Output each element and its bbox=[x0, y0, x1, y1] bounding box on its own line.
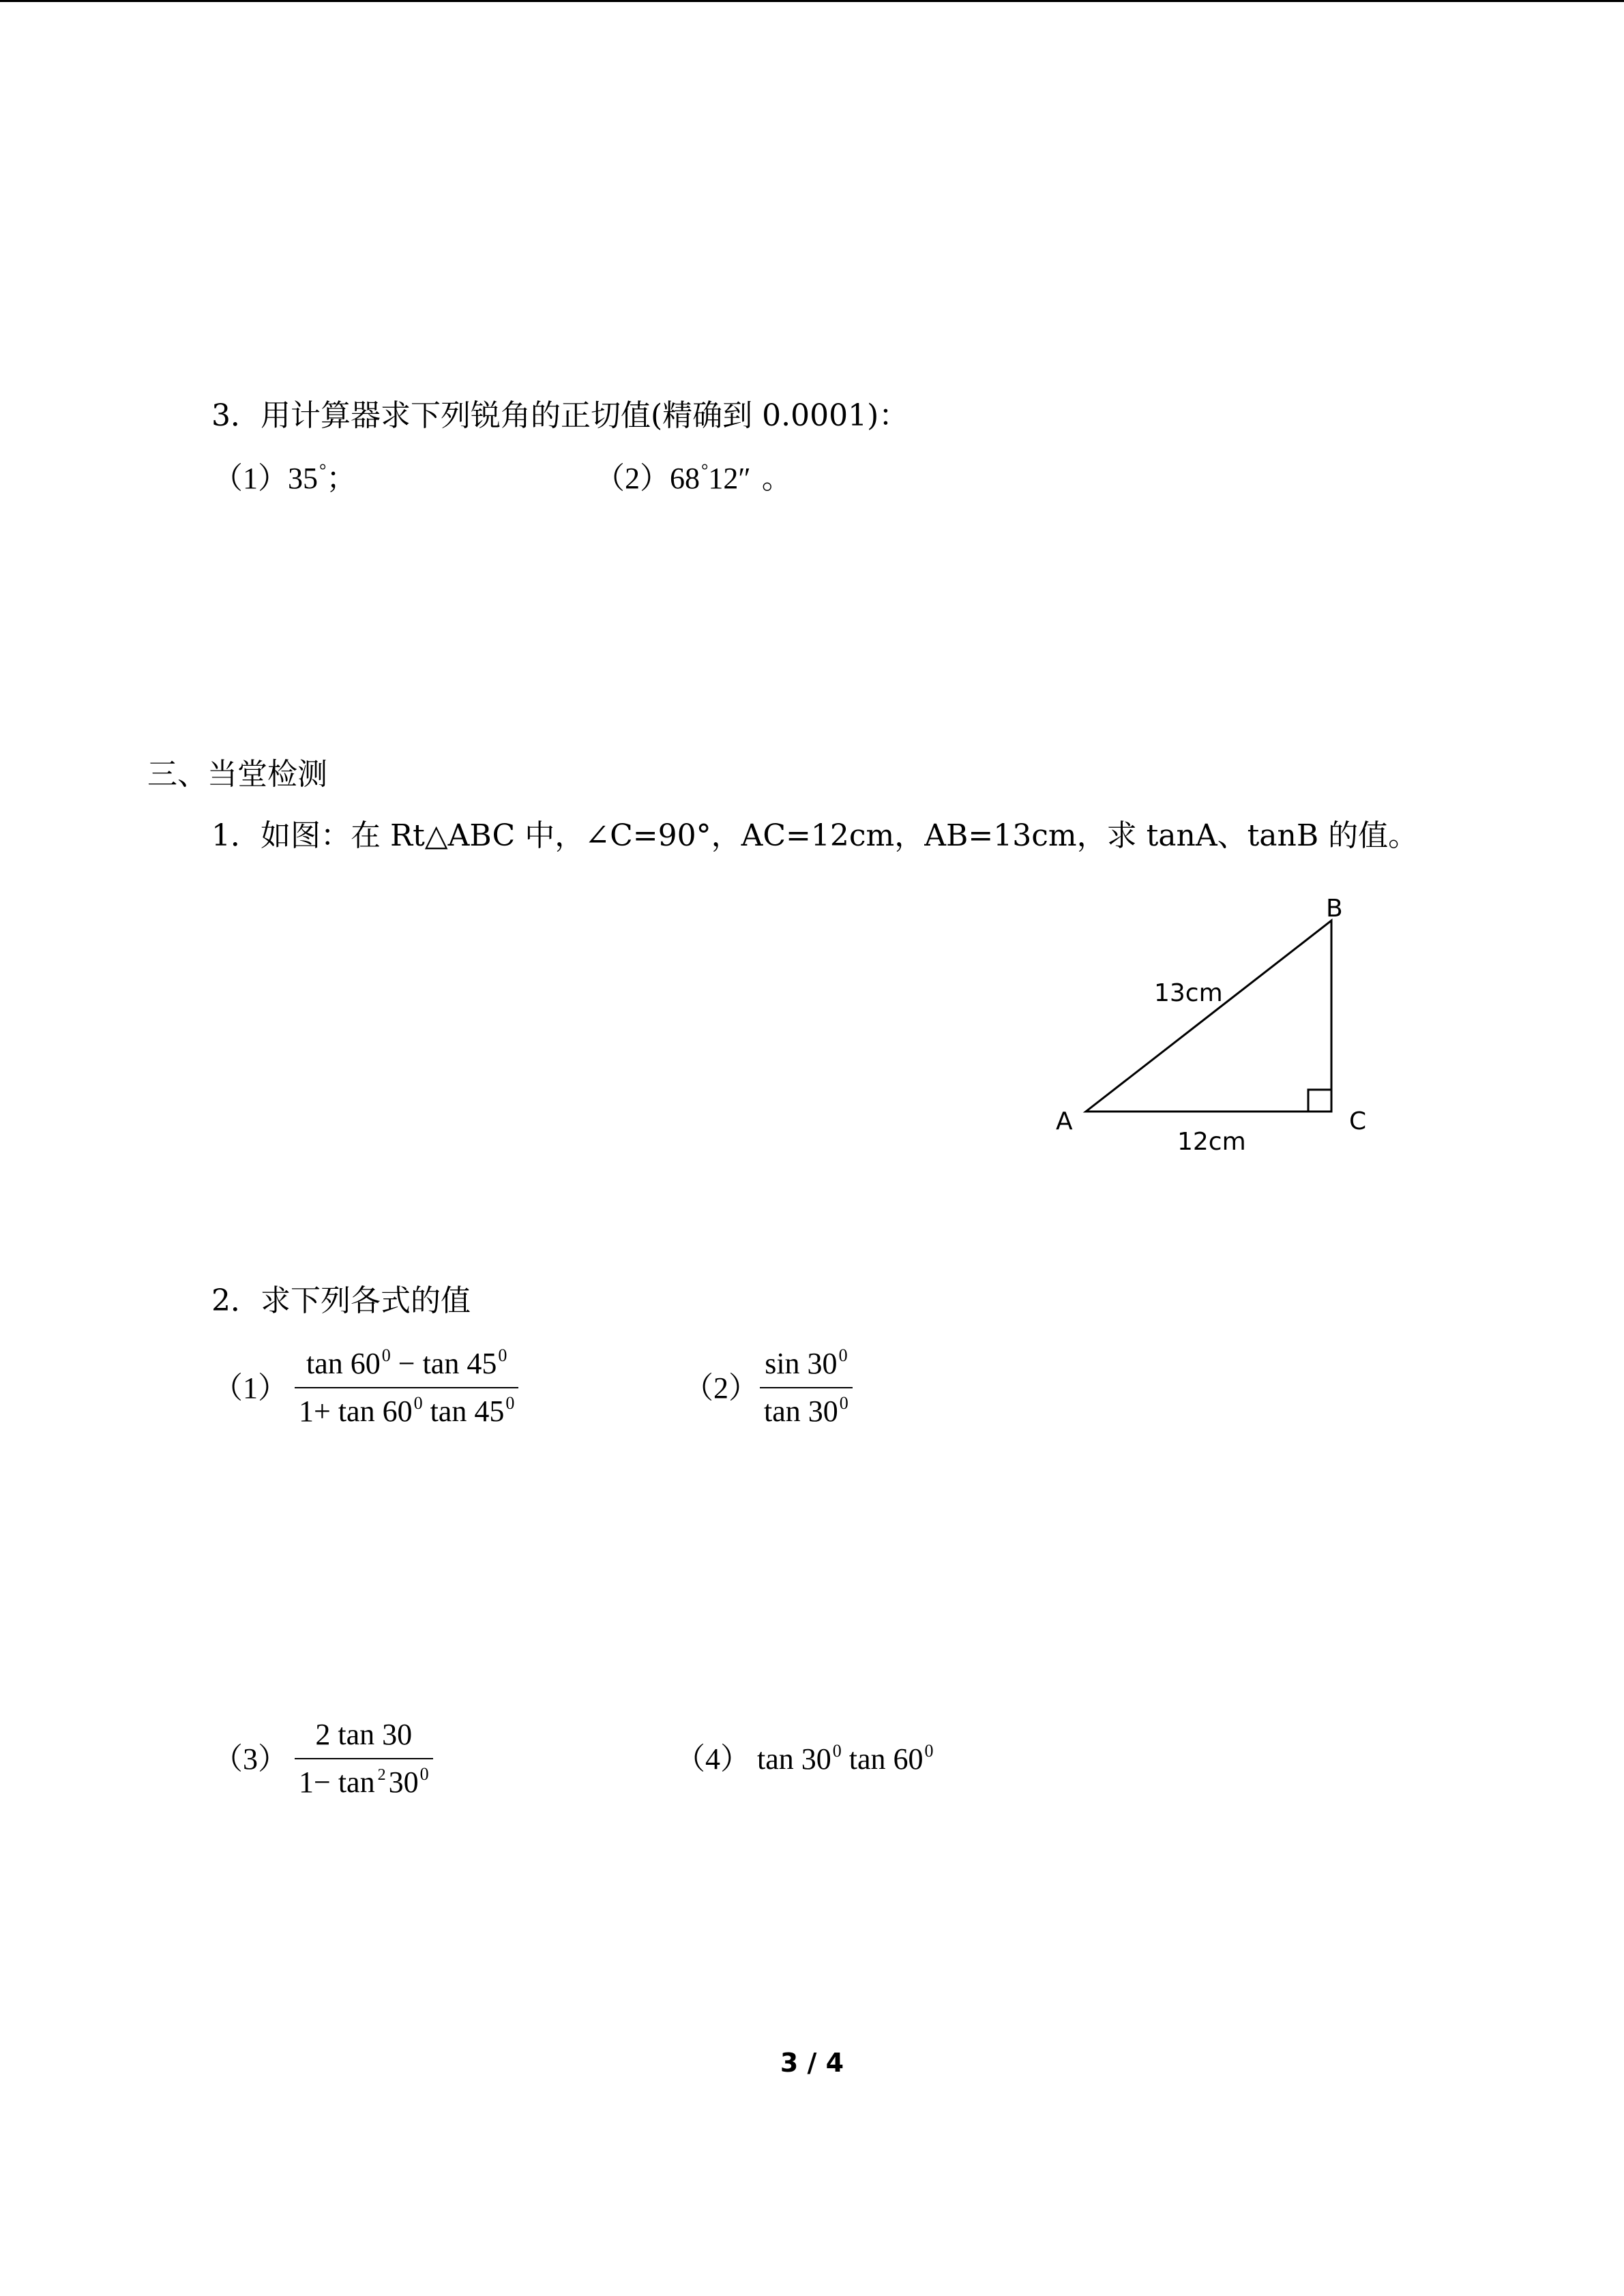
expr-1-label bbox=[213, 1373, 288, 1403]
triangle-abc bbox=[1086, 921, 1331, 1112]
angle-value: 68 bbox=[670, 462, 700, 495]
part-label: （1） bbox=[213, 1371, 288, 1405]
expr-1-denominator: $1+ \tan 60^0$ $\tan 45^0$ bbox=[299, 1393, 515, 1429]
fraction-bar bbox=[760, 1387, 853, 1388]
punctuation: 。 bbox=[761, 462, 792, 495]
degree-symbol: ° bbox=[319, 460, 327, 480]
vertex-label-c: C bbox=[1349, 1107, 1367, 1135]
question-3-part-2 bbox=[595, 460, 792, 495]
expr-2-denominator: $\tan 30^0$ bbox=[764, 1393, 848, 1429]
fraction-bar bbox=[295, 1387, 518, 1388]
part-label: （3） bbox=[213, 1742, 288, 1776]
degree-symbol: ° bbox=[701, 460, 709, 480]
check-question-2-text: 2．求下列各式的值 bbox=[211, 1283, 471, 1318]
expr-3-label bbox=[213, 1744, 288, 1774]
right-angle-marker bbox=[1308, 1090, 1331, 1112]
expr-1-numerator: $\tan 60^0 - \tan 45^0$ bbox=[306, 1345, 507, 1380]
page-number bbox=[0, 2048, 1624, 2078]
part-label: （2） bbox=[683, 1371, 758, 1405]
question-3-part-1 bbox=[213, 460, 357, 495]
angle-seconds: 12″ bbox=[708, 462, 751, 495]
expr-2-label bbox=[683, 1373, 758, 1403]
part-label: （2） bbox=[595, 462, 670, 495]
expr-4-term-b: tan 60 bbox=[841, 1742, 924, 1776]
section-title: 三、当堂检测 bbox=[147, 757, 327, 792]
expr-3-denominator: $1- \tan ^230^0$ bbox=[299, 1764, 429, 1800]
check-question-1-stem bbox=[211, 818, 1419, 853]
check-question-2-stem bbox=[211, 1283, 471, 1318]
vertex-label-b: B bbox=[1326, 895, 1343, 923]
expr-4-term-a: tan 30 bbox=[757, 1742, 831, 1776]
expr-2-numerator: $\sin 30^0$ bbox=[765, 1345, 848, 1380]
part-label: （1） bbox=[213, 462, 288, 495]
vertex-label-a: A bbox=[1056, 1107, 1073, 1135]
side-label-ab: 13cm bbox=[1154, 979, 1223, 1007]
part-label: （4） bbox=[675, 1742, 750, 1776]
right-triangle-figure bbox=[1037, 886, 1391, 1159]
expr-3-numerator: 2 tan 30 bbox=[315, 1718, 413, 1751]
punctuation: ； bbox=[326, 462, 357, 495]
expr-4: （4） $\tan 30^0$ $\tan 60^0$ bbox=[675, 1741, 934, 1776]
expr-2-fraction bbox=[760, 1347, 853, 1429]
page-number-text: 3 / 4 bbox=[780, 2048, 844, 2078]
angle-value: 35 bbox=[288, 462, 318, 495]
side-label-ac: 12cm bbox=[1177, 1128, 1246, 1156]
question-3-text: 3．用计算器求下列锐角的正切值(精确到 0.0001)： bbox=[211, 398, 909, 433]
section-heading bbox=[147, 757, 327, 792]
page-top-border bbox=[0, 0, 1624, 2]
expr-3-fraction bbox=[295, 1718, 433, 1800]
question-3-stem bbox=[211, 398, 909, 433]
expr-1-fraction bbox=[295, 1347, 518, 1429]
check-question-1-text: 1．如图：在 Rt△ABC 中，∠C=90°，AC=12cm，AB=13cm，求 tanA、tanB 的值。 bbox=[211, 818, 1419, 853]
fraction-bar bbox=[295, 1758, 433, 1759]
